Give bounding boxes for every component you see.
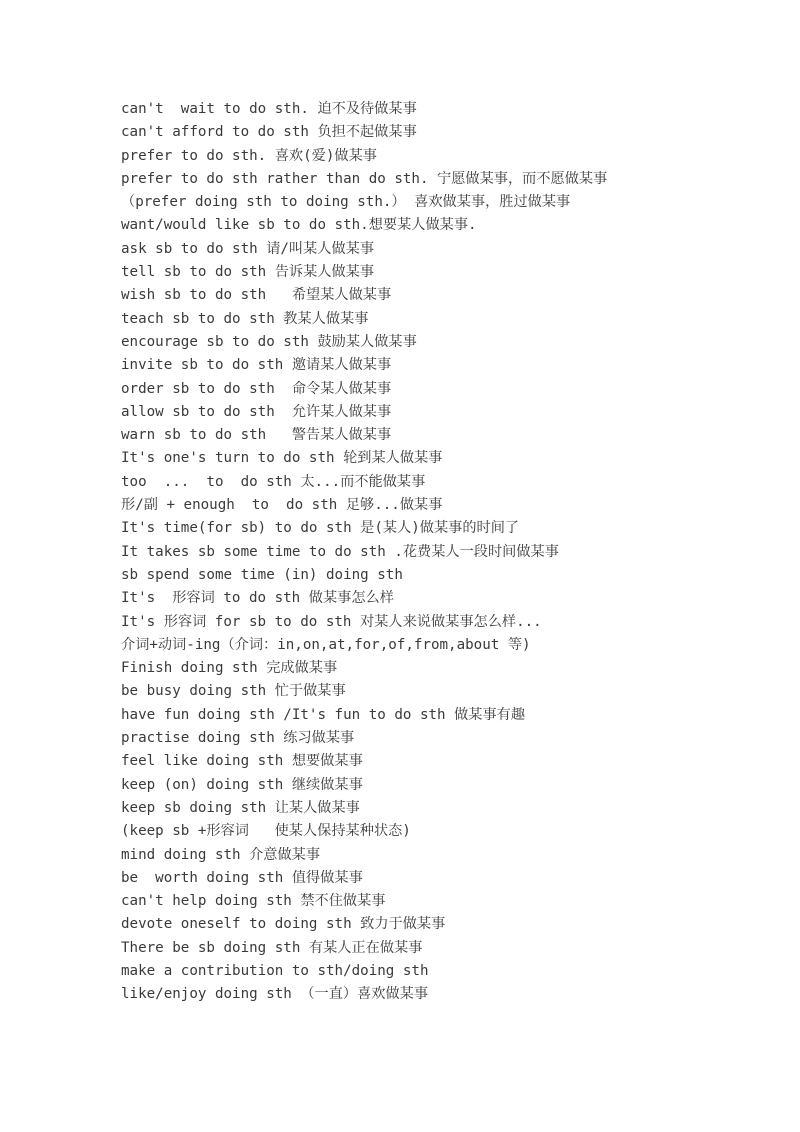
phrase-line: teach sb to do sth 教某人做某事 <box>121 310 369 327</box>
phrase-line: want/would like sb to do sth.想要某人做某事. <box>121 217 477 234</box>
phrase-line: ask sb to do sth 请/叫某人做某事 <box>121 240 375 257</box>
phrase-line: It's one's turn to do sth 轮到某人做某事 <box>121 450 443 467</box>
phrase-line: be busy doing sth 忙于做某事 <box>121 683 346 700</box>
phrase-line: It's time(for sb) to do sth 是(某人)做某事的时间了 <box>121 520 520 537</box>
phrase-line: can't afford to do sth 负担不起做某事 <box>121 124 417 141</box>
phrase-line: practise doing sth 练习做某事 <box>121 730 355 747</box>
phrase-line: （prefer doing sth to doing sth.） 喜欢做某事，胜过做某事 <box>121 194 571 211</box>
phrase-line: too ... to do sth 太...而不能做某事 <box>121 473 426 490</box>
phrase-line: mind doing sth 介意做某事 <box>121 846 321 863</box>
phrase-line: prefer to do sth. 喜欢(爱)做某事 <box>121 147 377 164</box>
phrase-line: warn sb to do sth 警告某人做某事 <box>121 427 392 444</box>
phrase-line: It takes sb some time to do sth .花费某人一段时间做某事 <box>121 543 559 560</box>
phrase-line: order sb to do sth 命令某人做某事 <box>121 380 392 397</box>
phrase-line: It's 形容词 for sb to do sth 对某人来说做某事怎么样... <box>121 613 542 630</box>
phrase-line: can't help doing sth 禁不住做某事 <box>121 893 386 910</box>
phrase-line: prefer to do sth rather than do sth. 宁愿做某事，而不愿做某事 <box>121 170 608 187</box>
phrase-line: be worth doing sth 值得做某事 <box>121 869 363 886</box>
phrase-line: keep sb doing sth 让某人做某事 <box>121 799 360 816</box>
phrase-line: like/enjoy doing sth （一直）喜欢做某事 <box>121 986 429 1003</box>
phrase-line: make a contribution to sth/doing sth <box>121 962 429 979</box>
phrase-line: can't wait to do sth. 迫不及待做某事 <box>121 101 417 117</box>
phrase-line: keep (on) doing sth 继续做某事 <box>121 776 363 793</box>
phrase-line: wish sb to do sth 希望某人做某事 <box>121 287 392 304</box>
phrase-line: tell sb to do sth 告诉某人做某事 <box>121 264 375 281</box>
phrase-line: have fun doing sth /It's fun to do sth 做某事有趣 <box>121 706 526 723</box>
phrase-line: devote oneself to doing sth 致力于做某事 <box>121 916 446 933</box>
phrase-line: (keep sb +形容词 使某人保持某种状态) <box>121 823 411 840</box>
phrase-line: feel like doing sth 想要做某事 <box>121 753 363 770</box>
phrase-line: There be sb doing sth 有某人正在做某事 <box>121 939 423 956</box>
phrase-line: encourage sb to do sth 鼓励某人做某事 <box>121 333 417 350</box>
phrase-line: sb spend some time (in) doing sth <box>121 566 403 583</box>
phrase-line: 形/副 + enough to do sth 足够...做某事 <box>121 497 443 514</box>
phrase-line: 介词+动词-ing（介词：in,on,at,for,of,from,about 等) <box>121 636 531 653</box>
phrase-line: Finish doing sth 完成做某事 <box>121 660 338 677</box>
phrase-line: allow sb to do sth 允许某人做某事 <box>121 403 392 420</box>
phrase-line: invite sb to do sth 邀请某人做某事 <box>121 357 392 374</box>
phrase-list <box>121 98 681 1007</box>
phrase-line: It's 形容词 to do sth 做某事怎么样 <box>121 590 394 607</box>
